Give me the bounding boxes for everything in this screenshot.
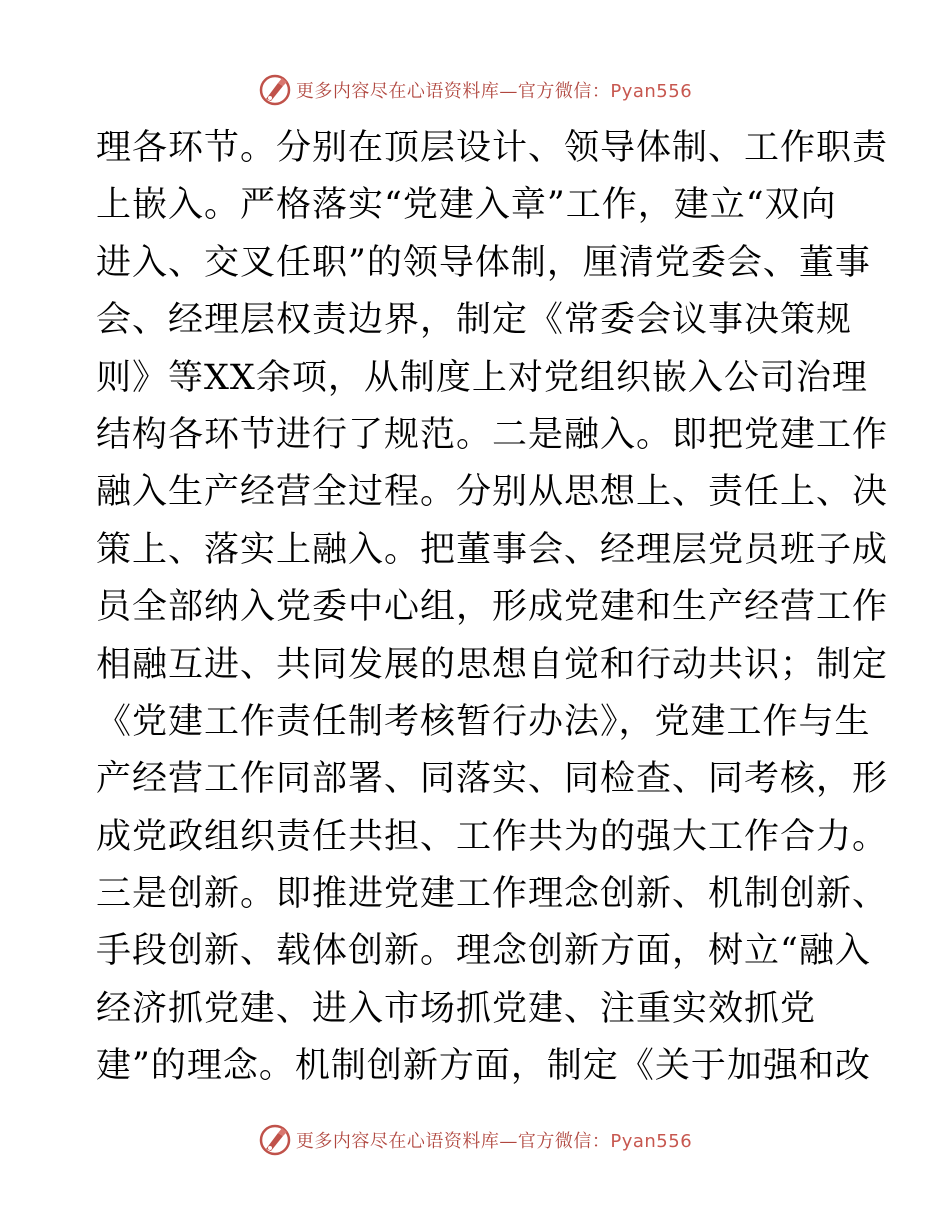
text-line: 则》等XX余项，从制度上对党组织嵌入公司治理 [96,357,868,398]
text-line: 相融互进、共同发展的思想自觉和行动共识；制定 [96,644,889,685]
watermark-wechat-id: Pyan556 [610,1131,693,1152]
watermark-wechat-id: Pyan556 [610,81,693,102]
document-body [96,120,889,1096]
pen-nib-circle-icon [258,73,292,107]
text-line: 建”的理念。机制创新方面，制定《关于加强和改 [96,1046,871,1087]
text-line: 成党政组织责任共担、工作共为的强大工作合力。 [96,816,889,857]
text-line: 产经营工作同部署、同落实、同检查、同考核，形 [96,759,889,800]
text-line: 上嵌入。严格落实“党建入章”工作，建立“双向 [96,185,837,226]
text-line: 手段创新、载体创新。理念创新方面，树立“融入 [96,931,871,972]
text-line: 进入、交叉任职”的领导体制，厘清党委会、董事 [96,242,871,283]
footer-watermark [0,1120,950,1160]
text-line: 经济抓党建、进入市场抓党建、注重实效抓党 [96,988,817,1029]
text-line: 《党建工作责任制考核暂行办法》，党建工作与生 [96,701,871,742]
text-line: 策上、落实上融入。把董事会、经理层党员班子成 [96,529,889,570]
text-line: 三是创新。即推进党建工作理念创新、机制创新、 [96,874,889,915]
text-line: 员全部纳入党委中心组，形成党建和生产经营工作 [96,587,889,628]
header-watermark [0,70,950,110]
watermark-text: 更多内容尽在心语资料库—官方微信： [295,81,611,102]
text-line: 理各环节。分别在顶层设计、领导体制、工作职责 [96,128,889,168]
watermark-text: 更多内容尽在心语资料库—官方微信： [295,1131,611,1152]
pen-nib-circle-icon [258,1123,292,1157]
text-line: 融入生产经营全过程。分别从思想上、责任上、决 [96,472,889,513]
text-line: 会、经理层权责边界，制定《常委会议事决策规 [96,300,853,341]
text-line: 结构各环节进行了规范。二是融入。即把党建工作 [96,414,889,455]
